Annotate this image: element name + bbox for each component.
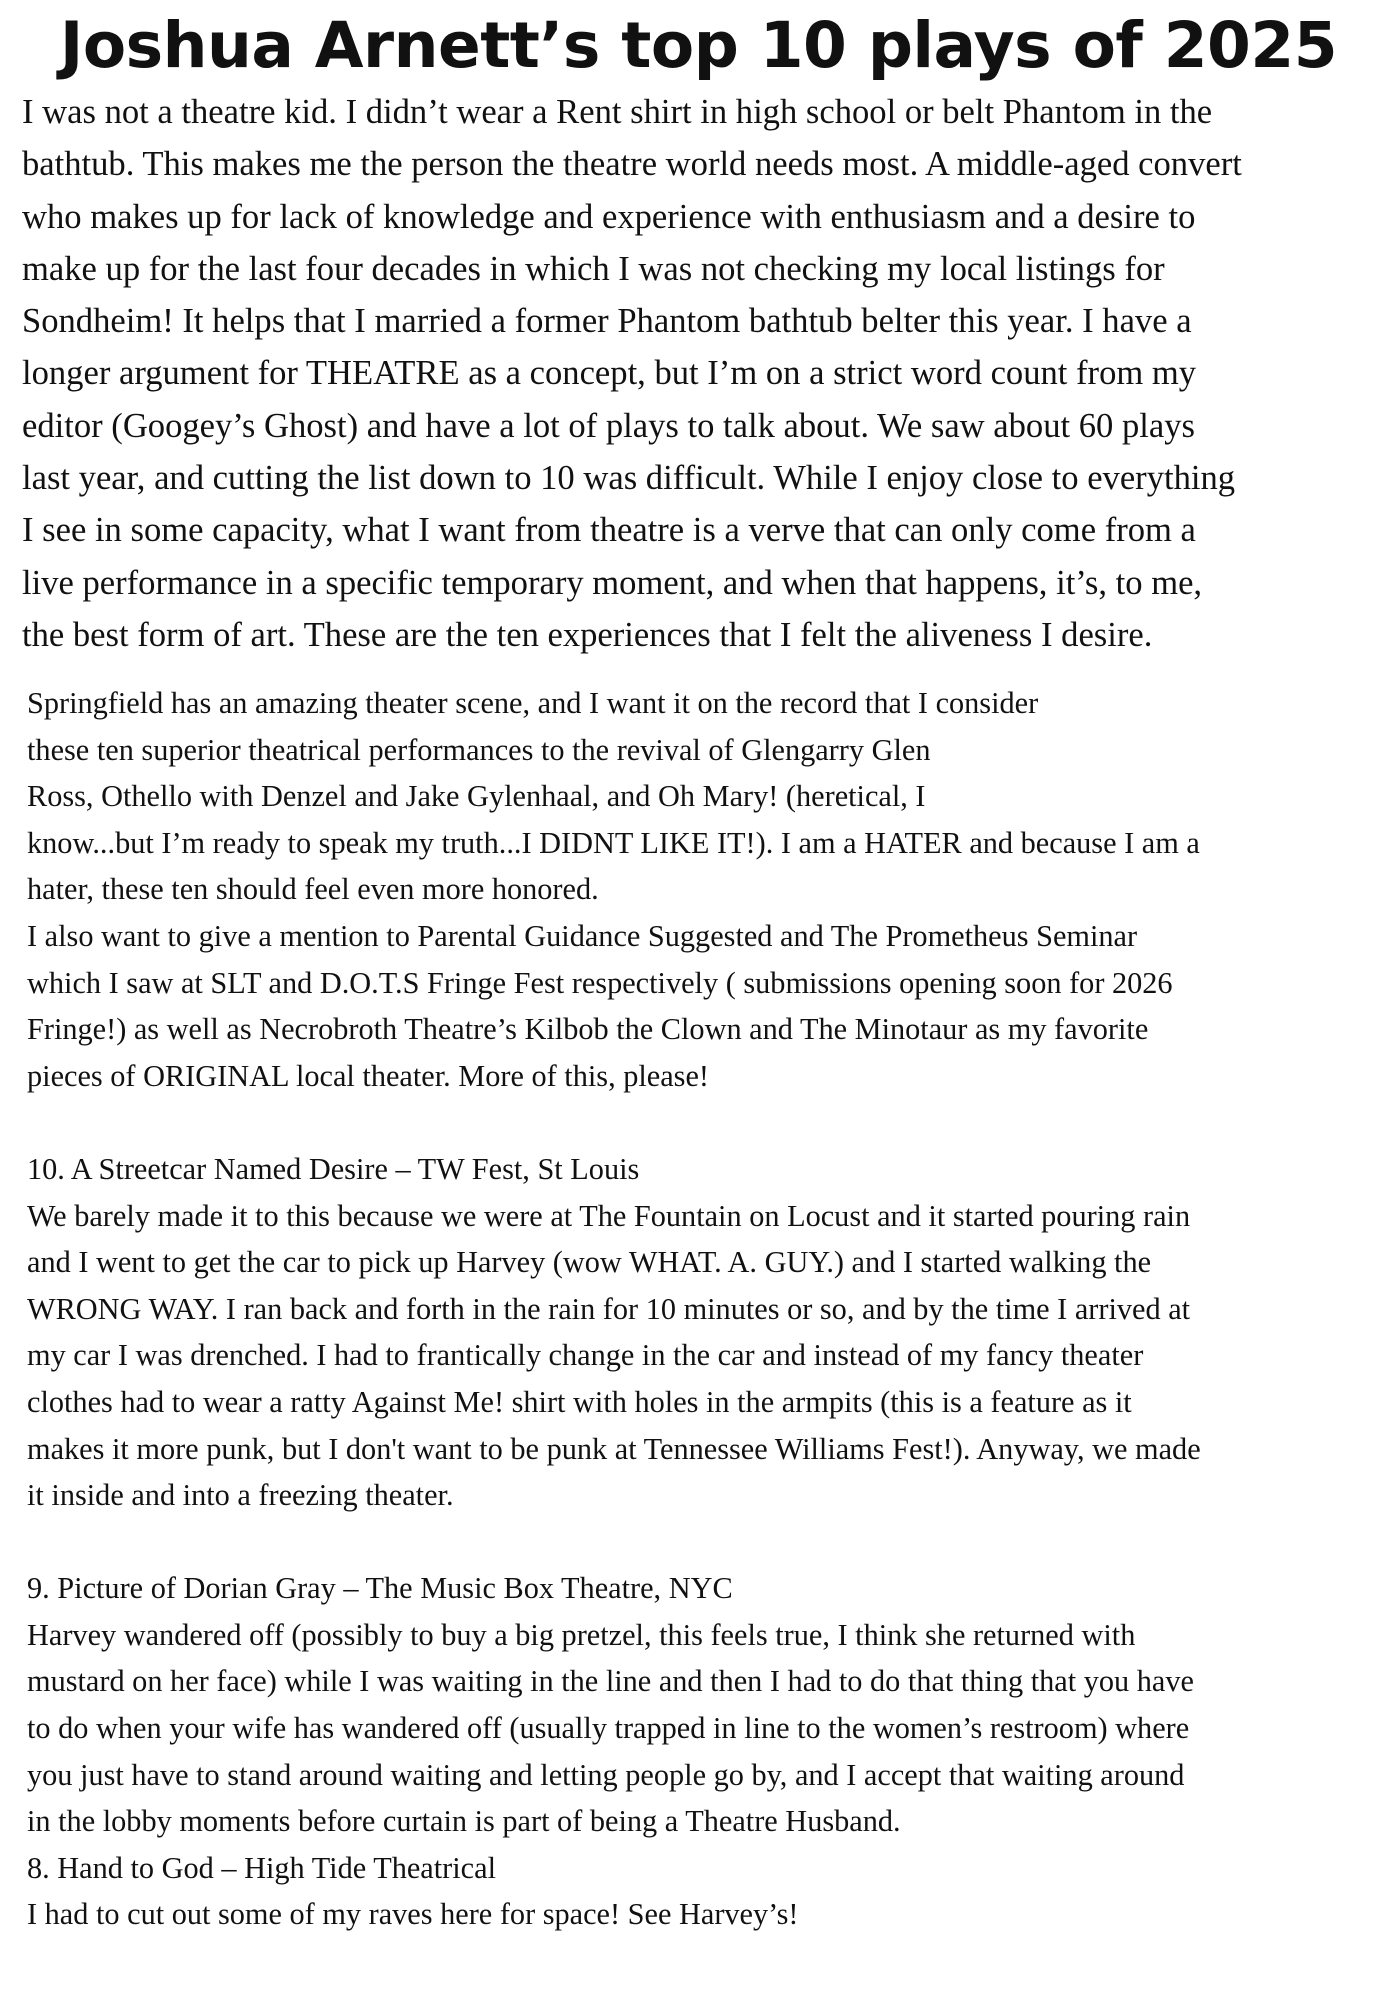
blank-line: [27, 1519, 1387, 1566]
intro-line: editor (Googey’s Ghost) and have a lot of plays to talk about. We saw about 60 plays: [22, 406, 1195, 445]
body-line: I also want to give a mention to Parental Guidance Suggested and The Prometheus Seminar: [27, 918, 1138, 953]
honorable-mentions-paragraph: [27, 913, 1387, 1099]
page-title: Joshua Arnett’s top 10 plays of 2025: [59, 9, 1338, 82]
intro-paragraph: [22, 86, 1382, 661]
intro-line: the best form of art. These are the ten experiences that I felt the aliveness I desire.: [22, 615, 1153, 654]
body-line: you just have to stand around waiting and letting people go by, and I accept that waiting around: [27, 1757, 1185, 1792]
entry-heading-10: 10. A Streetcar Named Desire – TW Fest, St Louis: [27, 1151, 640, 1186]
intro-line: who makes up for lack of knowledge and experience with enthusiasm and a desire to: [22, 197, 1196, 236]
intro-line: longer argument for THEATRE as a concept, but I’m on a strict word count from my: [22, 354, 1197, 393]
body-line: clothes had to wear a ratty Against Me! shirt with holes in the armpits (this is a feature as it: [27, 1384, 1132, 1419]
body-line: makes it more punk, but I don't want to be punk at Tennessee Williams Fest!). Anyway, we made: [27, 1431, 1201, 1466]
body-line: hater, these ten should feel even more honored.: [27, 872, 599, 907]
blank-line: [27, 1099, 1387, 1146]
article-body: [27, 680, 1387, 1938]
body-line: Harvey wandered off (possibly to buy a big pretzel, this feels true, I think she returned with: [27, 1617, 1136, 1652]
intro-line: Sondheim! It helps that I married a former Phantom bathtub belter this year. I have a: [22, 302, 1192, 341]
body-line: mustard on her face) while I was waiting in the line and then I had to do that thing that you have: [27, 1664, 1194, 1699]
intro-line: I was not a theatre kid. I didn’t wear a Rent shirt in high school or belt Phantom in the: [22, 93, 1213, 131]
body-line: which I saw at SLT and D.O.T.S Fringe Fest respectively ( submissions opening soon for 2026: [27, 965, 1173, 1000]
body-line: Ross, Othello with Denzel and Jake Gylenhaal, and Oh Mary! (heretical, I: [27, 779, 926, 814]
body-line: in the lobby moments before curtain is part of being a Theatre Husband.: [27, 1804, 901, 1839]
body-line: it inside and into a freezing theater.: [27, 1478, 454, 1513]
entry-body-9: [27, 1612, 1387, 1845]
body-line: pieces of ORIGINAL local theater. More of this, please!: [27, 1058, 710, 1093]
springfield-paragraph: [27, 680, 1387, 913]
body-line: I had to cut out some of my raves here for space! See Harvey’s!: [27, 1897, 799, 1932]
body-line: to do when your wife has wandered off (usually trapped in line to the women’s restroom) where: [27, 1711, 1190, 1746]
intro-line: make up for the last four decades in which I was not checking my local listings for: [22, 249, 1165, 288]
intro-line: live performance in a specific temporary moment, and when that happens, it’s, to me,: [22, 563, 1203, 602]
intro-line: bathtub. This makes me the person the theatre world needs most. A middle-aged convert: [22, 145, 1242, 184]
body-line: Springfield has an amazing theater scene, and I want it on the record that I consider: [27, 686, 1039, 720]
entry-heading-8: 8. Hand to God – High Tide Theatrical: [27, 1850, 496, 1885]
body-line: Fringe!) as well as Necrobroth Theatre’s Kilbob the Clown and The Minotaur as my favorite: [27, 1012, 1149, 1047]
intro-line: I see in some capacity, what I want from theatre is a verve that can only come from a: [22, 511, 1196, 550]
body-line: and I went to get the car to pick up Harvey (wow WHAT. A. GUY.) and I started walking the: [27, 1245, 1152, 1280]
entry-body-8: [27, 1891, 1387, 1938]
entry-heading-9: 9. Picture of Dorian Gray – The Music Box Theatre, NYC: [27, 1571, 733, 1606]
body-line: know...but I’m ready to speak my truth...I DIDNT LIKE IT!). I am a HATER and because I am a: [27, 825, 1200, 860]
body-line: my car I was drenched. I had to frantically change in the car and instead of my fancy theater: [27, 1338, 1144, 1373]
body-line: these ten superior theatrical performances to the revival of Glengarry Glen: [27, 732, 931, 767]
intro-line: last year, and cutting the list down to 10 was difficult. While I enjoy close to everything: [22, 459, 1236, 498]
body-line: We barely made it to this because we were at The Fountain on Locust and it started pouring rain: [27, 1198, 1191, 1233]
body-line: WRONG WAY. I ran back and forth in the rain for 10 minutes or so, and by the time I arrived at: [27, 1291, 1191, 1326]
entry-body-10: [27, 1193, 1387, 1519]
